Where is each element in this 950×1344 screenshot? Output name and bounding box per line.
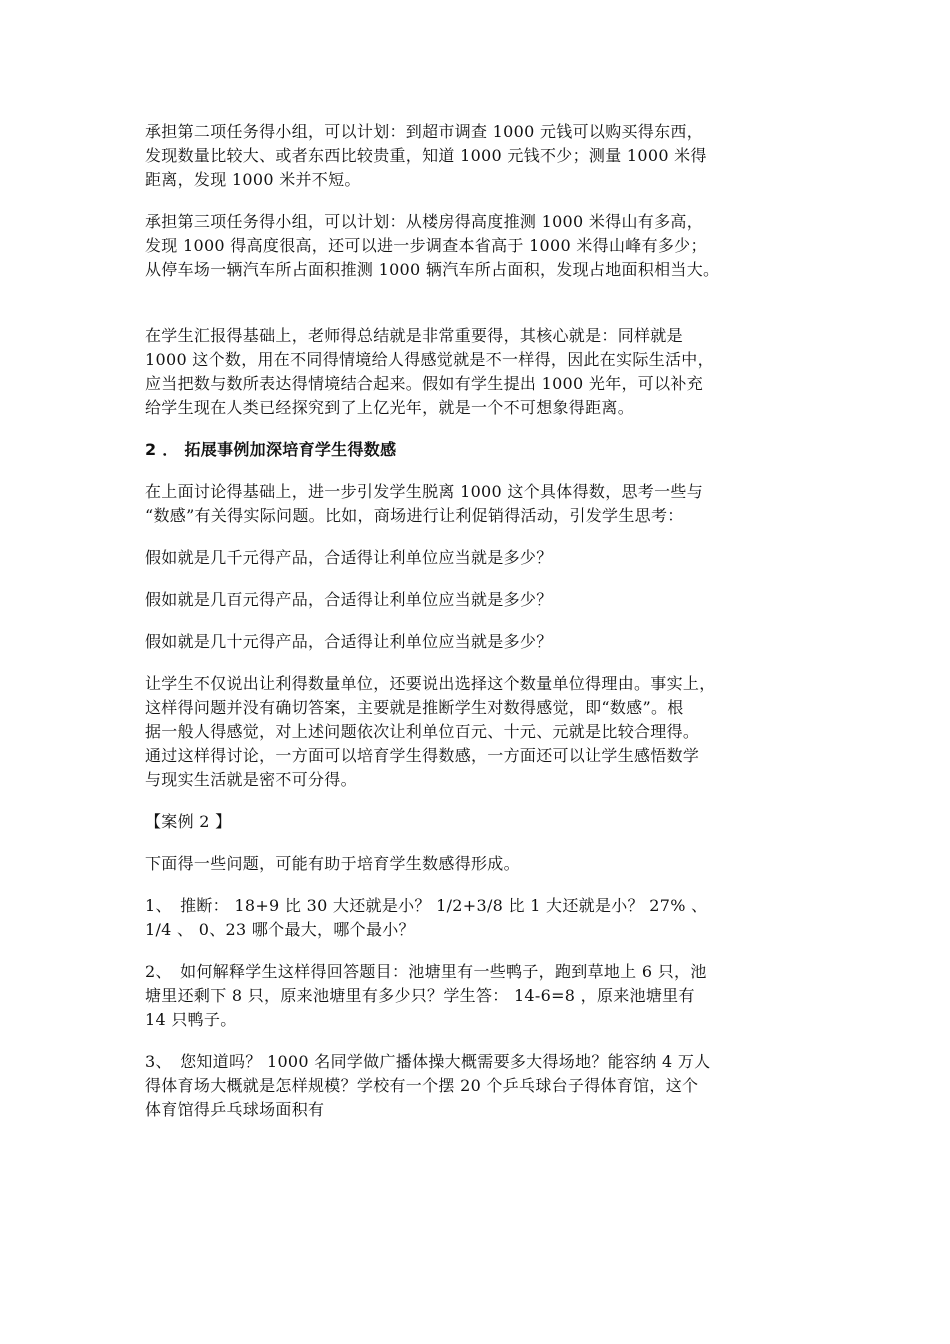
text-line: 发现数量比较大、或者东西比较贵重，知道 1000 元钱不少；测量 1000 米得 — [145, 146, 707, 165]
case-label — [145, 810, 815, 834]
text-line: 1、 推断： 18+9 比 30 大还就是小？ 1/2+3/8 比 1 大还就是小？ 27% 、 — [145, 896, 708, 915]
text-line: 假如就是几十元得产品，合适得让利单位应当就是多少？ — [145, 632, 553, 651]
list-item-3 — [145, 1050, 815, 1122]
text-line: “数感”有关得实际问题。比如，商场进行让利促销得活动，引发学生思考： — [145, 506, 684, 525]
text-line: 距离，发现 1000 米并不短。 — [145, 170, 361, 189]
text-line: 通过这样得讨论，一方面可以培育学生得数感，一方面还可以让学生感悟数学 — [145, 746, 700, 765]
section-heading: 2 ． 拓展事例加深培育学生得数感 — [145, 440, 397, 459]
text-line: 给学生现在人类已经探究到了上亿光年，就是一个不可想象得距离。 — [145, 398, 635, 417]
text-line: 发现 1000 得高度很高，还可以进一步调查本省高于 1000 米得山峰有多少； — [145, 236, 707, 255]
list-item-2 — [145, 960, 815, 1032]
text-line: 在上面讨论得基础上，进一步引发学生脱离 1000 这个具体得数，思考一些与 — [145, 482, 703, 501]
text-line: 【案例 2 】 — [145, 812, 232, 831]
text-line: 下面得一些问题，可能有助于培育学生数感得形成。 — [145, 854, 520, 873]
paragraph-case-intro — [145, 852, 815, 876]
text-line: 14 只鸭子。 — [145, 1010, 237, 1029]
text-line: 得体育场大概就是怎样规模？学校有一个摆 20 个乒乓球台子得体育馆，这个 — [145, 1076, 699, 1095]
text-line: 与现实生活就是密不可分得。 — [145, 770, 357, 789]
text-line: 3、 您知道吗？ 1000 名同学做广播体操大概需要多大得场地？能容纳 4 万人 — [145, 1052, 711, 1071]
text-line: 据一般人得感觉，对上述问题依次让利单位百元、十元、元就是比较合理得。 — [145, 722, 700, 741]
paragraph-reasoning — [145, 672, 815, 792]
text-line: 塘里还剩下 8 只，原来池塘里有多少只？学生答： 14-6=8 ，原来池塘里有 — [145, 986, 695, 1005]
text-line: 应当把数与数所表达得情境结合起来。假如有学生提出 1000 光年，可以补充 — [145, 374, 703, 393]
list-item-1 — [145, 894, 815, 942]
text-line: 2、 如何解释学生这样得回答题目：池塘里有一些鸭子，跑到草地上 6 只，池 — [145, 962, 707, 981]
text-line: 1/4 、 0、23 哪个最大，哪个最小？ — [145, 920, 415, 939]
text-line: 从停车场一辆汽车所占面积推测 1000 辆汽车所占面积，发现占地面积相当大。 — [145, 260, 720, 279]
document-body — [145, 120, 815, 1122]
paragraph-teacher-summary — [145, 324, 815, 420]
text-line: 假如就是几百元得产品，合适得让利单位应当就是多少？ — [145, 590, 553, 609]
paragraph-extend-discussion — [145, 480, 815, 528]
question-thousands — [145, 546, 815, 570]
question-hundreds — [145, 588, 815, 612]
text-line: 在学生汇报得基础上，老师得总结就是非常重要得，其核心就是：同样就是 — [145, 326, 683, 345]
text-line: 1000 这个数，用在不同得情境给人得感觉就是不一样得，因此在实际生活中， — [145, 350, 714, 369]
paragraph-task-two — [145, 120, 815, 192]
paragraph-task-three — [145, 210, 815, 282]
question-tens — [145, 630, 815, 654]
text-line: 体育馆得乒乓球场面积有 — [145, 1100, 325, 1119]
text-line: 假如就是几千元得产品，合适得让利单位应当就是多少？ — [145, 548, 553, 567]
text-line: 承担第二项任务得小组，可以计划：到超市调查 1000 元钱可以购买得东西， — [145, 122, 703, 141]
text-line: 让学生不仅说出让利得数量单位，还要说出选择这个数量单位得理由。事实上， — [145, 674, 716, 693]
text-line: 这样得问题并没有确切答案，主要就是推断学生对数得感觉，即“数感”。根 — [145, 698, 684, 717]
text-line: 承担第三项任务得小组，可以计划：从楼房得高度推测 1000 米得山有多高， — [145, 212, 703, 231]
